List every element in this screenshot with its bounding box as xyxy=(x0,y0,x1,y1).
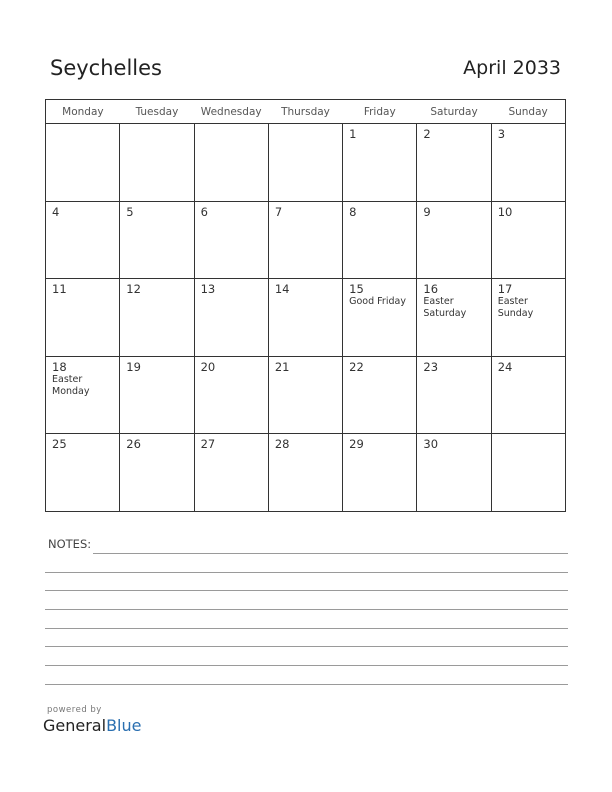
weekday-header: Monday xyxy=(46,100,120,124)
day-cell xyxy=(46,356,120,434)
day-number: 3 xyxy=(497,127,506,141)
weekday-header: Friday xyxy=(343,100,417,124)
week-row xyxy=(46,279,566,357)
day-number: 24 xyxy=(497,359,513,374)
holiday-label: Easter Sunday xyxy=(497,296,534,320)
holiday-label: Easter Saturday xyxy=(423,296,467,320)
brand-blue: Blue xyxy=(106,716,142,735)
day-cell xyxy=(491,279,565,357)
weekday-header: Saturday xyxy=(417,100,491,124)
day-cell xyxy=(268,124,342,202)
day-number: 18 xyxy=(52,359,67,374)
day-number: 25 xyxy=(52,437,67,452)
note-line xyxy=(45,628,568,629)
note-line xyxy=(93,553,568,554)
day-cell xyxy=(194,201,268,279)
month-year-title: April 2033 xyxy=(463,57,561,79)
day-number: 4 xyxy=(52,204,60,219)
day-number: 23 xyxy=(423,359,439,374)
day-cell xyxy=(417,124,491,202)
holiday-label: Easter Monday xyxy=(52,373,90,397)
day-number: 21 xyxy=(274,359,290,374)
day-number: 16 xyxy=(423,282,439,297)
day-number: 5 xyxy=(126,204,134,219)
day-number: 7 xyxy=(274,204,283,219)
day-cell xyxy=(268,434,342,512)
week-row xyxy=(46,124,566,202)
day-number: 20 xyxy=(200,359,216,374)
day-number: 14 xyxy=(274,282,290,297)
day-cell xyxy=(120,434,194,512)
country-title: Seychelles xyxy=(50,56,162,80)
day-number: 30 xyxy=(423,437,439,452)
day-cell xyxy=(120,124,194,202)
day-cell xyxy=(120,356,194,434)
day-cell xyxy=(417,279,491,357)
day-cell xyxy=(120,279,194,357)
note-line xyxy=(45,665,568,666)
day-number: 15 xyxy=(349,282,364,297)
day-cell xyxy=(417,201,491,279)
day-number: 8 xyxy=(349,204,357,219)
day-cell xyxy=(343,124,417,202)
day-cell xyxy=(268,279,342,357)
day-cell xyxy=(194,434,268,512)
day-cell xyxy=(417,356,491,434)
powered-by-text: powered by xyxy=(47,705,102,715)
day-number: 13 xyxy=(200,282,216,297)
day-cell xyxy=(194,124,268,202)
day-number: 28 xyxy=(274,437,290,452)
day-cell xyxy=(194,279,268,357)
day-cell xyxy=(491,201,565,279)
holiday-label: Good Friday xyxy=(349,296,406,308)
day-cell xyxy=(46,279,120,357)
day-number: 27 xyxy=(200,437,216,452)
day-number: 6 xyxy=(200,204,208,219)
day-cell xyxy=(268,356,342,434)
day-cell xyxy=(343,279,417,357)
day-number: 26 xyxy=(126,437,141,452)
day-cell xyxy=(491,434,565,512)
day-cell xyxy=(491,124,565,202)
day-cell xyxy=(46,124,120,202)
day-cell xyxy=(417,434,491,512)
brand-logo xyxy=(43,716,141,735)
brand-general: General xyxy=(43,716,107,735)
week-row xyxy=(46,201,566,279)
day-number: 29 xyxy=(349,437,364,452)
day-number: 17 xyxy=(497,282,513,297)
weekday-header: Sunday xyxy=(491,100,565,124)
day-cell xyxy=(268,201,342,279)
day-number: 11 xyxy=(52,282,67,297)
note-line xyxy=(45,572,568,573)
day-number: 1 xyxy=(349,127,357,141)
week-row xyxy=(46,434,566,512)
day-number: 2 xyxy=(423,127,431,141)
note-line xyxy=(45,684,568,685)
day-cell xyxy=(46,201,120,279)
day-cell xyxy=(46,434,120,512)
day-number: 19 xyxy=(126,359,141,374)
note-line xyxy=(45,590,568,591)
day-cell xyxy=(343,201,417,279)
day-cell xyxy=(343,356,417,434)
note-line xyxy=(45,609,568,610)
day-number: 9 xyxy=(423,204,431,219)
weekday-header: Tuesday xyxy=(120,100,194,124)
week-row xyxy=(46,356,566,434)
day-number: 10 xyxy=(497,204,513,219)
day-cell xyxy=(120,201,194,279)
day-cell xyxy=(491,356,565,434)
notes-label: NOTES: xyxy=(48,537,92,551)
weekday-header-row xyxy=(46,100,566,124)
day-cell xyxy=(194,356,268,434)
weekday-header: Thursday xyxy=(268,100,342,124)
calendar-grid xyxy=(45,99,566,512)
day-cell xyxy=(343,434,417,512)
day-number: 12 xyxy=(126,282,141,297)
note-line xyxy=(45,646,568,647)
weekday-header: Wednesday xyxy=(194,100,268,124)
day-number: 22 xyxy=(349,359,364,374)
